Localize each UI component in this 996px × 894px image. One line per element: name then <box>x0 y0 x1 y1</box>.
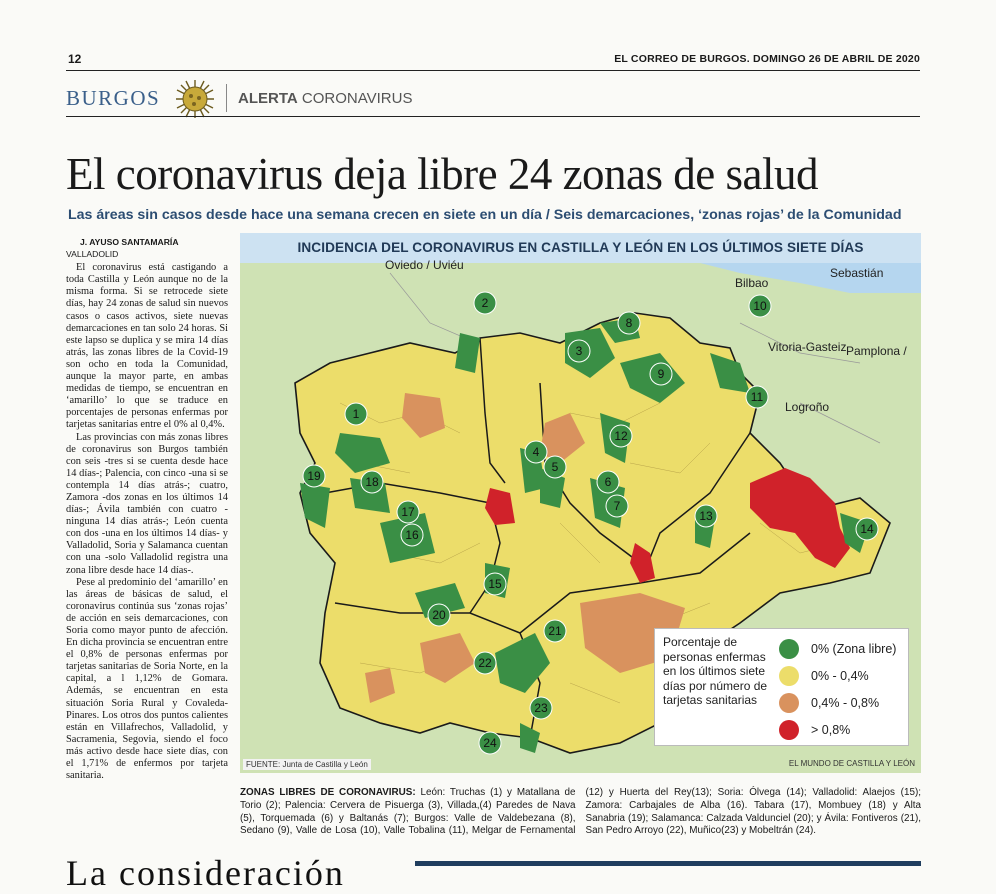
zone-marker-13 <box>695 505 717 527</box>
city-label-vitoria: Vitoria-Gasteiz <box>768 340 847 354</box>
section-kicker: ALERTA CORONAVIRUS <box>238 90 413 107</box>
top-rule <box>66 70 920 71</box>
svg-text:22: 22 <box>478 656 492 670</box>
article-body <box>66 236 228 782</box>
city-label-oviedo: Oviedo / Uviéu <box>385 258 464 272</box>
next-article-rule <box>415 861 921 866</box>
paragraph: Las provincias con más zonas libres de coronavirus son Burgos también con seis -tres si se cuenta desde hace 14 días-; Palencia, con cinco -una si se contempla 14 días atrás-; cuatro, Zamora -dos zonas en los últimos 14 días-; Ávila también con cuatro -ninguna 14 días atrás-; León cuenta con dos -una en los últimos 14 días- y Valladolid, Soria y Salamanca cuentan con una -solo Valladolid registra una zona libre desde hace 14 días-. <box>66 431 228 576</box>
zone-marker-17 <box>397 501 419 523</box>
zone-marker-8 <box>618 312 640 334</box>
svg-text:11: 11 <box>750 390 764 404</box>
zone-marker-22 <box>474 652 496 674</box>
zone-marker-12 <box>610 425 632 447</box>
svg-text:16: 16 <box>405 528 419 542</box>
legend-label: > 0,8% <box>811 723 851 737</box>
svg-text:23: 23 <box>534 701 548 715</box>
svg-text:19: 19 <box>307 469 321 483</box>
next-article-headline: La consideración <box>66 853 345 893</box>
svg-text:10: 10 <box>753 299 767 313</box>
svg-text:15: 15 <box>488 577 502 591</box>
svg-text:17: 17 <box>401 505 415 519</box>
headline: El coronavirus deja libre 24 zonas de salud <box>66 149 819 199</box>
svg-text:1: 1 <box>352 407 360 421</box>
zone-marker-1 <box>345 403 367 425</box>
paragraph: El coronavirus está castigando a toda Castilla y León aunque no de la misma forma. Si se retrocede siete días, hay 24 zonas de salud sin nuevos casos o casos activos, siete nuevas demarcaciones en tan solo 24 horas. Si este lapso se duplica y se mira 14 días atrás, las zonas libres de la Covid-19 son ocho en toda la Comunidad, aunque la mayor parte, en ambas medidas de tiempo, se encuentran en ‘amarillo’ lo que se traduce en porcentajes de personas enfermas por tarjetas sanitarias entre el 0% al 0,4%. <box>66 262 228 431</box>
svg-text:14: 14 <box>860 522 874 536</box>
svg-text:20: 20 <box>432 608 446 622</box>
svg-text:2: 2 <box>481 296 489 310</box>
section-separator <box>226 84 227 112</box>
legend-swatch-free <box>779 639 799 659</box>
zone-marker-3 <box>568 340 590 362</box>
map-legend <box>654 628 909 746</box>
zone-marker-5 <box>544 456 566 478</box>
svg-text:5: 5 <box>551 460 559 474</box>
svg-text:21: 21 <box>548 624 562 638</box>
svg-text:12: 12 <box>614 429 628 443</box>
zone-marker-11 <box>746 386 768 408</box>
byline: J. AYUSO SANTAMARÍA VALLADOLID <box>66 237 179 260</box>
figure-source: FUENTE: Junta de Castilla y León <box>243 759 371 770</box>
legend-label: 0% - 0,4% <box>811 669 869 683</box>
svg-text:18: 18 <box>365 475 379 489</box>
zone-marker-15 <box>484 573 506 595</box>
figure-title: INCIDENCIA DEL CORONAVIRUS EN CASTILLA Y LEÓN EN LOS ÚLTIMOS SIETE DÍAS <box>240 233 921 263</box>
zone-marker-9 <box>650 363 672 385</box>
masthead-date: EL CORREO DE BURGOS. DOMINGO 26 DE ABRIL DE 2020 <box>614 53 920 65</box>
city-label-bilbao: Bilbao <box>735 276 769 290</box>
zone-marker-2 <box>474 292 496 314</box>
legend-swatch-high <box>779 720 799 740</box>
zone-marker-4 <box>525 441 547 463</box>
zone-marker-7 <box>606 495 628 517</box>
city-label-san-sebastian: Sebastián <box>830 266 884 280</box>
zone-marker-20 <box>428 604 450 626</box>
legend-label: 0% (Zona libre) <box>811 642 897 656</box>
svg-text:6: 6 <box>604 475 612 489</box>
virus-logo-icon <box>174 78 216 120</box>
city-label-logrono: Logroño <box>785 400 830 414</box>
zone-marker-24 <box>479 732 501 754</box>
zone-marker-18 <box>361 471 383 493</box>
svg-text:8: 8 <box>625 316 633 330</box>
svg-text:24: 24 <box>483 736 497 750</box>
legend-label: 0,4% - 0,8% <box>811 696 880 710</box>
zone-marker-6 <box>597 471 619 493</box>
svg-text:4: 4 <box>532 445 540 459</box>
zone-marker-21 <box>544 620 566 642</box>
legend-title: Porcentaje de personas enfermas en los últimos siete días por número de tarjetas sanitarias <box>663 635 768 708</box>
incidence-map-figure <box>240 233 921 773</box>
svg-text:9: 9 <box>657 367 665 381</box>
paragraph: Pese al predominio del ‘amarillo’ en las áreas de básicas de salud, el coronavirus continúa sus ‘zonas rojas’ de acción en seis demarcaciones, con Soria como mayor punto de afección. En dicha provincia se encuentran entre el 0,8% de personas enfermas por tarjetas sanitarias de Soria Norte, en la capital, a l 1,12% de Gomara. Además, se encuentran en esta situación Soria Rural y Covaleda-Pinares. Los otros dos puntos calientes están en Villafrechos, Valladolid, y Sacramenia, Segovia, siendo el foco más activo desde hace siete días, con el 1,71% de enfermos por tarjeta sanitaria. <box>66 576 228 782</box>
page-number: 12 <box>68 52 82 66</box>
legend-swatch-mid <box>779 693 799 713</box>
section-name: BURGOS <box>66 86 161 110</box>
free-zones-list <box>240 787 921 838</box>
subhead: Las áreas sin casos desde hace una semana crecen en siete en un día / Seis demarcaciones, ‘zonas rojas’ de la Comunidad <box>68 207 902 223</box>
zone-marker-16 <box>401 524 423 546</box>
zone-marker-23 <box>530 697 552 719</box>
free-zones-heading: ZONAS LIBRES DE CORONAVIRUS: <box>240 787 416 798</box>
free-zones-text: León: Truchas (1) y Matallana de Torio (2); Palencia: Cervera de Pisuerga (3), Villada,(4) Paredes de Nava (5), Torquemada (6) y Baltanás (7); Burgos: Valle de Valdebezana (8), Sedano (9), Valle de Losa (10), Valle Tobalina (11), Melgar de Fernamental (12) y Huerta del Rey(13); Soria: Ólvega (14); Valladolid: Alaejos (15); Zamora: Carbajales de Alba (16). Tabara (17), Mombuey (18) y Alta Sanabria (19); Salamanca: Calzada Valdunciel (20); y Ávila: Fontiveros (21), San Pedro Arroyo (22), Muñico(23) y Mobeltrán (24). <box>240 787 921 837</box>
svg-text:13: 13 <box>699 509 713 523</box>
svg-text:3: 3 <box>575 344 583 358</box>
figure-credit: EL MUNDO DE CASTILLA Y LEÓN <box>788 759 915 768</box>
zone-marker-19 <box>303 465 325 487</box>
svg-text:7: 7 <box>613 499 621 513</box>
zone-marker-10 <box>749 295 771 317</box>
city-label-pamplona: Pamplona / <box>846 344 907 358</box>
zone-marker-14 <box>856 518 878 540</box>
legend-swatch-low <box>779 666 799 686</box>
section-rule <box>66 116 920 117</box>
